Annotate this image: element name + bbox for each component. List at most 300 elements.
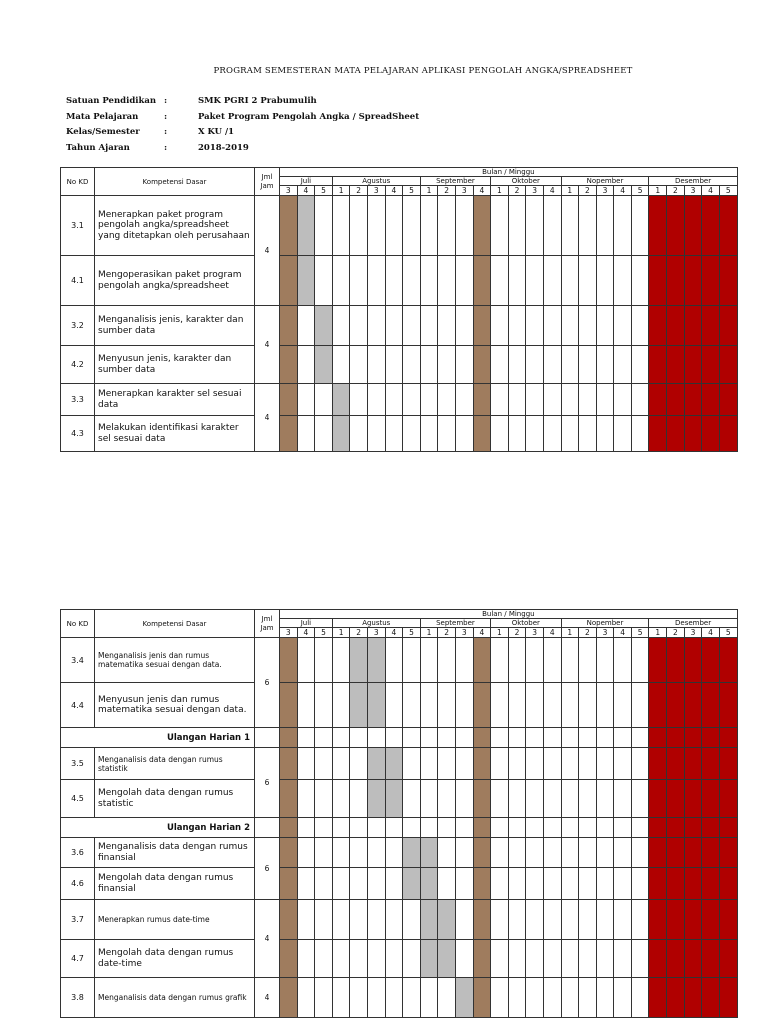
week-cell xyxy=(614,346,632,384)
week-cell xyxy=(332,416,350,452)
week-cell xyxy=(403,728,421,748)
week-cell xyxy=(596,978,614,1018)
week-cell xyxy=(491,900,509,940)
week-cell xyxy=(350,900,368,940)
week-cell xyxy=(508,978,526,1018)
kd-row xyxy=(61,978,738,1018)
week-cell xyxy=(438,780,456,818)
week-cell xyxy=(702,346,720,384)
week-number: 4 xyxy=(385,186,403,196)
week-cell xyxy=(350,940,368,978)
week-number: 1 xyxy=(561,628,579,638)
week-cell xyxy=(579,683,597,728)
week-cell xyxy=(719,306,737,346)
week-cell xyxy=(455,384,473,416)
week-cell xyxy=(315,306,333,346)
week-cell xyxy=(473,940,491,978)
week-cell xyxy=(420,384,438,416)
jml-jam-value: 6 xyxy=(255,748,280,818)
kd-description: Menganalisis data dengan rumus statistik xyxy=(95,748,255,780)
week-cell xyxy=(719,728,737,748)
week-number: 2 xyxy=(667,628,685,638)
header-row xyxy=(61,610,738,619)
kd-row xyxy=(61,683,738,728)
week-cell xyxy=(526,940,544,978)
week-cell xyxy=(596,256,614,306)
week-cell xyxy=(508,384,526,416)
week-cell xyxy=(719,838,737,868)
week-number: 5 xyxy=(403,628,421,638)
week-cell xyxy=(350,748,368,780)
week-cell xyxy=(315,978,333,1018)
week-cell xyxy=(455,780,473,818)
week-cell xyxy=(649,306,667,346)
week-cell xyxy=(561,384,579,416)
week-cell xyxy=(438,256,456,306)
week-cell xyxy=(526,256,544,306)
week-cell xyxy=(684,868,702,900)
week-cell xyxy=(403,818,421,838)
week-cell xyxy=(473,818,491,838)
week-cell xyxy=(367,196,385,256)
week-cell xyxy=(367,780,385,818)
week-cell xyxy=(702,978,720,1018)
week-cell xyxy=(367,900,385,940)
week-cell xyxy=(649,748,667,780)
kd-row xyxy=(61,416,738,452)
week-cell xyxy=(455,346,473,384)
week-cell xyxy=(561,196,579,256)
week-number: 2 xyxy=(667,186,685,196)
week-cell xyxy=(614,683,632,728)
week-cell xyxy=(526,780,544,818)
week-cell xyxy=(508,900,526,940)
week-cell xyxy=(508,838,526,868)
week-cell xyxy=(420,306,438,346)
week-cell xyxy=(614,780,632,818)
kd-description: Mengolah data dengan rumus statistic xyxy=(95,780,255,818)
week-cell xyxy=(455,256,473,306)
week-cell xyxy=(403,900,421,940)
week-cell xyxy=(543,940,561,978)
kd-number: 3.2 xyxy=(61,306,95,346)
week-cell xyxy=(473,638,491,683)
week-cell xyxy=(561,748,579,780)
week-cell xyxy=(297,196,315,256)
week-cell xyxy=(614,868,632,900)
week-cell xyxy=(667,728,685,748)
week-cell xyxy=(473,346,491,384)
week-cell xyxy=(473,256,491,306)
week-cell xyxy=(473,748,491,780)
week-cell xyxy=(702,384,720,416)
week-cell xyxy=(596,306,614,346)
week-cell xyxy=(543,900,561,940)
week-cell xyxy=(508,818,526,838)
week-cell xyxy=(561,978,579,1018)
week-cell xyxy=(649,940,667,978)
week-number: 3 xyxy=(526,628,544,638)
week-cell xyxy=(702,780,720,818)
week-cell xyxy=(596,683,614,728)
jml-jam-value: 4 xyxy=(255,978,280,1018)
week-number: 1 xyxy=(561,186,579,196)
kd-number: 3.8 xyxy=(61,978,95,1018)
week-cell xyxy=(403,868,421,900)
week-cell xyxy=(438,196,456,256)
week-cell xyxy=(455,900,473,940)
week-cell xyxy=(631,978,649,1018)
week-cell xyxy=(350,978,368,1018)
week-cell xyxy=(438,416,456,452)
meta-colon: : xyxy=(164,127,168,137)
week-cell xyxy=(649,638,667,683)
week-cell xyxy=(385,638,403,683)
week-cell xyxy=(561,868,579,900)
week-cell xyxy=(596,900,614,940)
meta-value: SMK PGRI 2 Prabumulih xyxy=(198,96,317,106)
week-cell xyxy=(526,683,544,728)
week-cell xyxy=(702,638,720,683)
week-cell xyxy=(543,346,561,384)
week-cell xyxy=(280,780,298,818)
week-cell xyxy=(385,683,403,728)
kd-row xyxy=(61,780,738,818)
week-number: 3 xyxy=(280,186,298,196)
week-cell xyxy=(332,940,350,978)
week-cell xyxy=(667,838,685,868)
week-cell xyxy=(596,728,614,748)
kd-description: Menganalisis data dengan rumus finansial xyxy=(95,838,255,868)
week-cell xyxy=(667,900,685,940)
week-cell xyxy=(297,780,315,818)
week-cell xyxy=(367,838,385,868)
week-cell xyxy=(332,256,350,306)
month-desember: Desember xyxy=(649,619,737,628)
week-cell xyxy=(455,683,473,728)
month-agustus: Agustus xyxy=(332,619,420,628)
week-number: 2 xyxy=(579,186,597,196)
jml-jam-header: Jml Jam xyxy=(255,168,280,196)
kompetensi-header: Kompetensi Dasar xyxy=(95,168,255,196)
week-cell xyxy=(649,346,667,384)
week-cell xyxy=(297,900,315,940)
week-cell xyxy=(631,416,649,452)
week-cell xyxy=(649,868,667,900)
week-cell xyxy=(631,384,649,416)
week-cell xyxy=(667,818,685,838)
week-cell xyxy=(543,196,561,256)
week-cell xyxy=(719,748,737,780)
week-cell xyxy=(473,384,491,416)
week-cell xyxy=(332,306,350,346)
week-cell xyxy=(508,638,526,683)
week-cell xyxy=(614,728,632,748)
week-cell xyxy=(455,978,473,1018)
week-cell xyxy=(684,346,702,384)
week-cell xyxy=(438,818,456,838)
kd-row xyxy=(61,868,738,900)
kd-number: 3.7 xyxy=(61,900,95,940)
week-cell xyxy=(526,346,544,384)
week-cell xyxy=(385,728,403,748)
week-cell xyxy=(526,748,544,780)
week-cell xyxy=(596,346,614,384)
week-cell xyxy=(631,196,649,256)
kd-number: 4.4 xyxy=(61,683,95,728)
kd-row xyxy=(61,638,738,683)
week-cell xyxy=(350,868,368,900)
week-cell xyxy=(719,638,737,683)
week-cell xyxy=(403,978,421,1018)
week-cell xyxy=(579,838,597,868)
week-cell xyxy=(420,780,438,818)
week-cell xyxy=(614,384,632,416)
week-number: 4 xyxy=(385,628,403,638)
week-cell xyxy=(667,940,685,978)
week-cell xyxy=(508,728,526,748)
week-cell xyxy=(385,868,403,900)
week-cell xyxy=(491,256,509,306)
week-cell xyxy=(631,346,649,384)
week-cell xyxy=(719,346,737,384)
jml-jam-value: 4 xyxy=(255,384,280,452)
week-cell xyxy=(455,196,473,256)
kd-row xyxy=(61,940,738,978)
week-cell xyxy=(403,940,421,978)
week-cell xyxy=(297,838,315,868)
week-cell xyxy=(543,868,561,900)
week-cell xyxy=(491,416,509,452)
week-cell xyxy=(332,384,350,416)
week-cell xyxy=(561,838,579,868)
week-cell xyxy=(543,818,561,838)
week-cell xyxy=(667,868,685,900)
week-cell xyxy=(403,306,421,346)
week-cell xyxy=(579,306,597,346)
week-cell xyxy=(438,346,456,384)
week-cell xyxy=(315,638,333,683)
jml-jam-cell xyxy=(255,728,280,748)
week-cell xyxy=(350,256,368,306)
week-number: 3 xyxy=(367,628,385,638)
meta-colon: : xyxy=(164,111,168,122)
week-number: 3 xyxy=(684,628,702,638)
week-cell xyxy=(297,748,315,780)
week-cell xyxy=(719,900,737,940)
week-cell xyxy=(297,940,315,978)
week-cell xyxy=(473,868,491,900)
week-cell xyxy=(631,780,649,818)
meta-colon: : xyxy=(164,96,168,106)
week-cell xyxy=(350,638,368,683)
week-cell xyxy=(684,838,702,868)
week-cell xyxy=(684,384,702,416)
week-cell xyxy=(280,683,298,728)
week-cell xyxy=(280,384,298,416)
week-cell xyxy=(649,900,667,940)
week-number: 3 xyxy=(367,186,385,196)
week-cell xyxy=(719,818,737,838)
week-number: 4 xyxy=(543,628,561,638)
month-nopember: Nopember xyxy=(561,177,649,186)
week-cell xyxy=(491,683,509,728)
jml-jam-value: 6 xyxy=(255,838,280,900)
week-cell xyxy=(526,838,544,868)
week-cell xyxy=(491,306,509,346)
week-cell xyxy=(491,384,509,416)
week-cell xyxy=(367,683,385,728)
week-cell xyxy=(667,978,685,1018)
week-cell xyxy=(297,416,315,452)
week-cell xyxy=(508,940,526,978)
kd-number: 3.1 xyxy=(61,196,95,256)
week-cell xyxy=(297,728,315,748)
ulangan-harian-label: Ulangan Harian 2 xyxy=(61,818,255,838)
week-cell xyxy=(455,416,473,452)
week-cell xyxy=(385,384,403,416)
week-cell xyxy=(667,256,685,306)
week-cell xyxy=(332,728,350,748)
week-cell xyxy=(367,638,385,683)
week-cell xyxy=(719,940,737,978)
week-cell xyxy=(614,196,632,256)
week-cell xyxy=(385,780,403,818)
week-cell xyxy=(491,638,509,683)
week-cell xyxy=(350,306,368,346)
week-cell xyxy=(403,256,421,306)
week-cell xyxy=(420,868,438,900)
week-cell xyxy=(508,748,526,780)
week-cell xyxy=(631,940,649,978)
jml-jam-value: 4 xyxy=(255,900,280,978)
week-cell xyxy=(491,978,509,1018)
week-number: 1 xyxy=(491,186,509,196)
week-cell xyxy=(526,416,544,452)
week-cell xyxy=(719,780,737,818)
week-cell xyxy=(438,940,456,978)
week-cell xyxy=(420,638,438,683)
week-cell xyxy=(385,838,403,868)
week-cell xyxy=(561,306,579,346)
week-cell xyxy=(491,780,509,818)
week-cell xyxy=(526,384,544,416)
week-cell xyxy=(332,780,350,818)
week-cell xyxy=(561,900,579,940)
week-cell xyxy=(420,940,438,978)
kd-number: 4.6 xyxy=(61,868,95,900)
week-cell xyxy=(649,416,667,452)
week-cell xyxy=(420,838,438,868)
week-cell xyxy=(491,940,509,978)
week-cell xyxy=(315,416,333,452)
week-cell xyxy=(367,384,385,416)
week-cell xyxy=(297,868,315,900)
week-cell xyxy=(455,306,473,346)
week-number: 2 xyxy=(350,186,368,196)
week-cell xyxy=(508,346,526,384)
week-cell xyxy=(719,196,737,256)
week-number: 1 xyxy=(332,186,350,196)
week-cell xyxy=(332,868,350,900)
week-number: 5 xyxy=(631,186,649,196)
header-row xyxy=(61,168,738,177)
week-number: 1 xyxy=(649,628,667,638)
week-number: 5 xyxy=(315,628,333,638)
week-cell xyxy=(543,384,561,416)
week-cell xyxy=(491,748,509,780)
week-cell xyxy=(631,838,649,868)
week-cell xyxy=(649,256,667,306)
month-juli: Juli xyxy=(280,619,333,628)
bulan-minggu-header: Bulan / Minggu xyxy=(280,168,738,177)
week-cell xyxy=(561,780,579,818)
week-cell xyxy=(455,638,473,683)
week-cell xyxy=(455,728,473,748)
week-cell xyxy=(297,638,315,683)
week-number: 4 xyxy=(702,628,720,638)
jml-jam-value: 4 xyxy=(255,196,280,306)
week-cell xyxy=(385,306,403,346)
week-cell xyxy=(385,940,403,978)
week-number: 4 xyxy=(297,628,315,638)
week-cell xyxy=(667,384,685,416)
week-cell xyxy=(332,346,350,384)
week-number: 4 xyxy=(614,628,632,638)
week-cell xyxy=(367,416,385,452)
week-cell xyxy=(403,683,421,728)
week-cell xyxy=(596,818,614,838)
week-cell xyxy=(596,384,614,416)
week-cell xyxy=(631,256,649,306)
week-cell xyxy=(280,306,298,346)
week-number: 4 xyxy=(473,186,491,196)
week-number: 4 xyxy=(473,628,491,638)
week-cell xyxy=(614,638,632,683)
week-cell xyxy=(280,638,298,683)
week-cell xyxy=(579,780,597,818)
kd-description: Menganalisis data dengan rumus grafik xyxy=(95,978,255,1018)
kd-number: 3.5 xyxy=(61,748,95,780)
week-cell xyxy=(367,728,385,748)
ulangan-harian-row xyxy=(61,818,738,838)
week-cell xyxy=(367,306,385,346)
week-cell xyxy=(631,728,649,748)
week-cell xyxy=(579,384,597,416)
week-cell xyxy=(667,196,685,256)
week-cell xyxy=(596,940,614,978)
week-cell xyxy=(473,683,491,728)
week-cell xyxy=(561,728,579,748)
week-cell xyxy=(561,346,579,384)
week-cell xyxy=(297,683,315,728)
week-cell xyxy=(596,838,614,868)
week-cell xyxy=(649,978,667,1018)
week-cell xyxy=(579,978,597,1018)
week-cell xyxy=(684,196,702,256)
week-cell xyxy=(367,748,385,780)
week-cell xyxy=(332,838,350,868)
week-cell xyxy=(543,978,561,1018)
week-cell xyxy=(614,978,632,1018)
week-cell xyxy=(438,838,456,868)
week-cell xyxy=(684,900,702,940)
week-cell xyxy=(350,838,368,868)
week-cell xyxy=(438,748,456,780)
week-cell xyxy=(596,416,614,452)
week-number: 4 xyxy=(543,186,561,196)
jml-jam-cell xyxy=(255,818,280,838)
